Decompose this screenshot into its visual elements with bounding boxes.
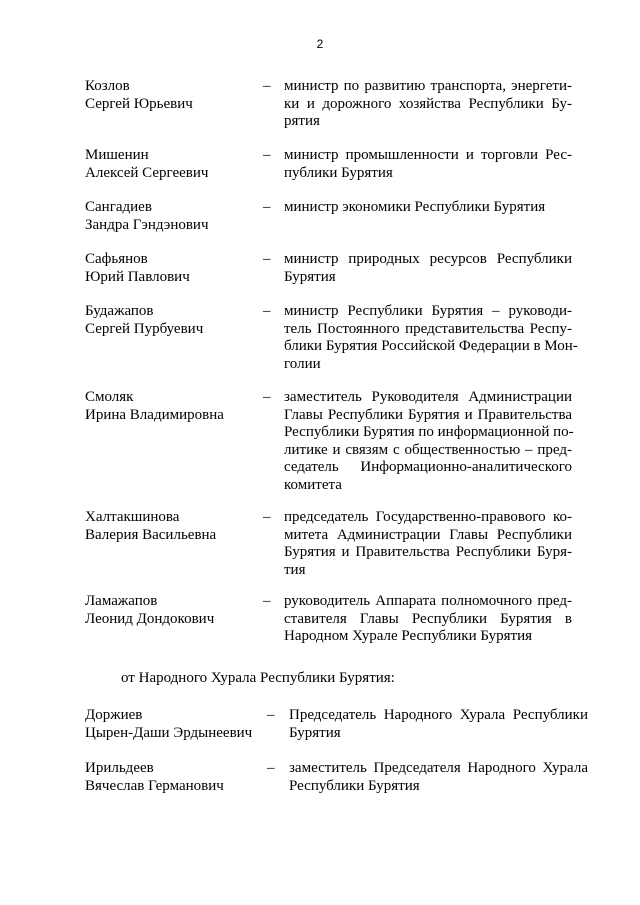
member-first-names: Сергей Юрьевич (85, 95, 193, 112)
role-line: министр Республики Бурятия – руководи- (284, 303, 572, 319)
member-last-name: Будажапов (85, 303, 154, 319)
section-heading-khural: от Народного Хурала Республики Бурятия: (121, 670, 395, 686)
member-role (284, 147, 572, 182)
role-line: голии (284, 355, 321, 372)
dash: – (263, 389, 271, 405)
dash: – (263, 303, 271, 319)
role-line: председатель Государственно-правового ко- (284, 509, 572, 525)
role-line: Республики Бурятия (289, 777, 420, 794)
dash: – (267, 707, 275, 723)
role-line: Республики Бурятия по информационной по- (284, 424, 574, 440)
role-line: заместитель Председателя Народного Хурала (289, 760, 588, 776)
dash: – (263, 147, 271, 163)
member-role (284, 303, 578, 373)
role-line: Бурятия и Правительства Республики Буря- (284, 544, 572, 560)
member-first-names: Леонид Дондокович (85, 610, 215, 627)
member-name (85, 760, 260, 795)
role-line: ки и дорожного хозяйства Республики Бу- (284, 95, 572, 112)
role-line: министр по развитию транспорта, энергети- (284, 78, 572, 94)
role-line: министр промышленности и торговли Рес- (284, 147, 572, 163)
dash: – (263, 199, 271, 215)
page-number: 2 (316, 37, 324, 51)
member-role (284, 251, 572, 286)
role-line: министр экономики Республики Бурятия (284, 199, 546, 215)
member-role (289, 760, 588, 795)
member-role (284, 509, 572, 579)
member-first-names: Алексей Сергеевич (85, 164, 209, 181)
member-role (284, 593, 572, 646)
dash: – (263, 593, 271, 609)
member-last-name: Доржиев (85, 707, 143, 723)
member-role (284, 78, 572, 131)
member-last-name: Ирильдеев (85, 760, 154, 776)
member-name (85, 199, 260, 234)
member-name (85, 78, 260, 113)
dash: – (263, 78, 271, 94)
member-first-names: Цырен-Даши Эрдынеевич (85, 724, 253, 741)
dash: – (267, 760, 275, 776)
role-line: Бурятия (289, 724, 341, 741)
member-first-names: Сергей Пурбуевич (85, 320, 204, 337)
role-line: Народном Хурале Республики Бурятия (284, 628, 532, 644)
role-line: рятия (284, 113, 320, 129)
member-name (85, 147, 260, 182)
role-line: комитета (284, 476, 342, 493)
role-line: тель Постоянного представительства Респу- (284, 320, 572, 337)
member-last-name: Халтакшинова (85, 509, 180, 525)
member-first-names: Юрий Павлович (85, 268, 190, 285)
role-line: ставителя Главы Республики Бурятия в (284, 610, 572, 627)
member-name (85, 389, 260, 424)
member-first-names: Вячеслав Германович (85, 777, 224, 794)
role-line: Главы Республики Бурятия и Правительства (284, 406, 572, 423)
member-name (85, 707, 260, 742)
member-role (284, 199, 572, 217)
member-first-names: Ирина Владимировна (85, 406, 224, 423)
member-last-name: Сангадиев (85, 199, 152, 215)
role-line: тия (284, 561, 306, 578)
role-line: литике и связям с общественностью – пред- (284, 441, 572, 458)
member-last-name: Смоляк (85, 389, 134, 405)
dash: – (263, 251, 271, 267)
role-line: руководитель Аппарата полномочного пред- (284, 593, 572, 609)
member-role (284, 389, 572, 494)
member-last-name: Ламажапов (85, 593, 158, 609)
role-line: блики Бурятия Российской Федерации в Мон- (284, 338, 578, 354)
dash: – (263, 509, 271, 525)
role-line: публики Бурятия (284, 164, 393, 181)
member-first-names: Зандра Гэндэнович (85, 216, 209, 233)
member-last-name: Мишенин (85, 147, 149, 163)
role-line: митета Администрации Главы Республики (284, 526, 572, 543)
member-last-name: Козлов (85, 78, 130, 94)
role-line: седатель Информационно-аналитического (284, 459, 572, 475)
role-line: Бурятия (284, 268, 336, 285)
member-name (85, 251, 260, 286)
member-name (85, 509, 260, 544)
role-line: Председатель Народного Хурала Республики (289, 707, 588, 723)
member-name (85, 593, 260, 628)
role-line: министр природных ресурсов Республики (284, 251, 572, 267)
member-first-names: Валерия Васильевна (85, 526, 217, 543)
member-last-name: Сафьянов (85, 251, 148, 267)
member-role (289, 707, 588, 742)
role-line: заместитель Руководителя Администрации (284, 389, 572, 405)
member-name (85, 303, 260, 338)
